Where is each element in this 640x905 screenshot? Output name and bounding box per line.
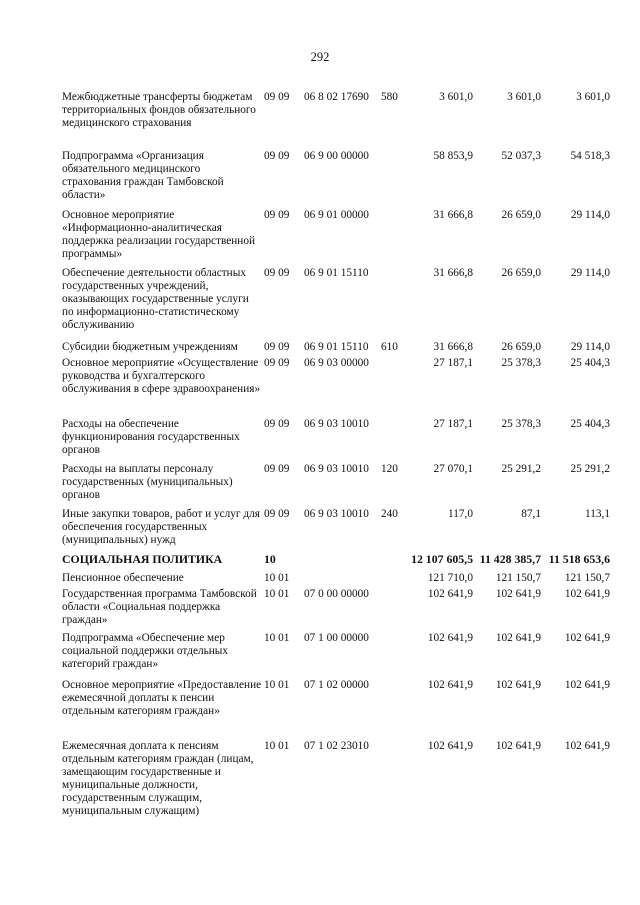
row-value-2: 87,1 (521, 508, 541, 520)
row-section-code: 09 09 (264, 357, 290, 369)
row-value-3: 11 518 653,6 (548, 552, 610, 566)
row-value-1: 27 187,1 (433, 418, 473, 430)
row-value-1: 102 641,9 (427, 679, 473, 691)
row-section-code: 10 01 (264, 572, 290, 584)
row-value-1: 27 070,1 (433, 463, 473, 475)
row-section-code: 09 09 (264, 209, 290, 221)
row-value-3: 25 404,3 (570, 418, 610, 430)
row-target-code: 07 1 00 00000 (304, 632, 369, 644)
row-value-1: 31 666,8 (433, 209, 473, 221)
row-name: Подпрограмма «Организация обязательного медицинского страхования граждан Тамбовской области» (62, 150, 224, 201)
row-value-2: 25 378,3 (501, 357, 541, 369)
row-name: Субсидии бюджетным учреждениям (62, 341, 238, 353)
row-value-1: 117,0 (448, 508, 473, 520)
row-value-3: 3 601,0 (576, 91, 610, 103)
row-value-3: 113,1 (585, 508, 610, 520)
row-name: Основное мероприятие «Осуществление руководства и бухгалтерского обслуживания в сфере здравоохранения» (62, 357, 261, 395)
row-value-1: 102 641,9 (427, 632, 473, 644)
row-section-code: 09 09 (264, 463, 290, 475)
row-value-2: 102 641,9 (495, 588, 541, 600)
row-value-2: 102 641,9 (495, 740, 541, 752)
row-name: Расходы на выплаты персоналу государственных (муниципальных) органов (62, 463, 233, 501)
row-expense-type: 240 (381, 508, 398, 520)
row-target-code: 06 9 00 00000 (304, 150, 369, 162)
row-value-2: 102 641,9 (495, 679, 541, 691)
row-value-1: 27 187,1 (433, 357, 473, 369)
row-value-2: 121 150,7 (495, 572, 541, 584)
row-section-code: 10 (264, 552, 276, 566)
row-target-code: 06 8 02 17690 (304, 91, 369, 103)
row-name: Государственная программа Тамбовской области «Социальная поддержка граждан» (62, 588, 257, 626)
row-target-code: 06 9 01 15110 (304, 341, 369, 353)
row-value-3: 29 114,0 (570, 267, 610, 279)
row-section-code: 10 01 (264, 632, 290, 644)
row-value-3: 121 150,7 (564, 572, 610, 584)
row-value-2: 25 291,2 (501, 463, 541, 475)
row-target-code: 06 9 03 00000 (304, 357, 369, 369)
row-target-code: 06 9 03 10010 (304, 508, 369, 520)
row-target-code: 07 0 00 00000 (304, 588, 369, 600)
row-name: Основное мероприятие «Информационно-аналитическая поддержка реализации государственной программы» (62, 209, 256, 260)
row-value-2: 26 659,0 (501, 209, 541, 221)
row-name: Основное мероприятие «Предоставление ежемесячной доплаты к пенсии отдельным категориям граждан» (62, 679, 262, 717)
row-value-1: 58 853,9 (433, 150, 473, 162)
row-section-code: 09 09 (264, 150, 290, 162)
row-value-2: 3 601,0 (507, 91, 541, 103)
row-target-code: 06 9 03 10010 (304, 463, 369, 475)
row-value-1: 102 641,9 (427, 588, 473, 600)
row-section-code: 09 09 (264, 418, 290, 430)
row-value-1: 31 666,8 (433, 267, 473, 279)
row-value-1: 3 601,0 (439, 91, 473, 103)
row-section-code: 09 09 (264, 91, 290, 103)
row-name: Расходы на обеспечение функционирования государственных органов (62, 418, 240, 456)
row-value-2: 26 659,0 (501, 341, 541, 353)
row-value-3: 29 114,0 (570, 341, 610, 353)
row-section-code: 09 09 (264, 508, 290, 520)
row-section-code: 10 01 (264, 588, 290, 600)
row-value-2: 52 037,3 (501, 150, 541, 162)
row-value-3: 29 114,0 (570, 209, 610, 221)
row-value-1: 121 710,0 (427, 572, 473, 584)
row-target-code: 07 1 02 23010 (304, 740, 369, 752)
row-value-1: 12 107 605,5 (411, 552, 473, 566)
row-value-3: 54 518,3 (570, 150, 610, 162)
row-value-3: 102 641,9 (564, 679, 610, 691)
row-value-3: 25 404,3 (570, 357, 610, 369)
row-value-1: 31 666,8 (433, 341, 473, 353)
row-value-3: 25 291,2 (570, 463, 610, 475)
row-target-code: 06 9 01 00000 (304, 209, 369, 221)
row-target-code: 06 9 03 10010 (304, 418, 369, 430)
row-value-3: 102 641,9 (564, 632, 610, 644)
row-expense-type: 610 (381, 341, 398, 353)
row-section-code: 10 01 (264, 679, 290, 691)
page-number: 292 (310, 50, 330, 64)
row-target-code: 07 1 02 00000 (304, 679, 369, 691)
row-section-code: 09 09 (264, 267, 290, 279)
row-name: Ежемесячная доплата к пенсиям отдельным категориям граждан (лицам, замещающим государственные и муниципальные должности, государственным служащим, муниципальным служащим) (62, 740, 254, 817)
row-name: Пенсионное обеспечение (62, 572, 184, 584)
row-name: Иные закупки товаров, работ и услуг для обеспечения государственных (муниципальных) нужд (62, 508, 260, 546)
row-name: Обеспечение деятельности областных государственных учреждений, оказывающих государственные услуги по информационно-статистическому обслуживанию (62, 267, 249, 331)
row-value-2: 11 428 385,7 (479, 552, 541, 566)
row-value-2: 26 659,0 (501, 267, 541, 279)
row-expense-type: 120 (381, 463, 398, 475)
row-value-1: 102 641,9 (427, 740, 473, 752)
row-value-3: 102 641,9 (564, 740, 610, 752)
row-section-code: 09 09 (264, 341, 290, 353)
row-section-code: 10 01 (264, 740, 290, 752)
row-name: Подпрограмма «Обеспечение мер социальной поддержки отдельных категорий граждан» (62, 632, 229, 670)
row-value-2: 25 378,3 (501, 418, 541, 430)
row-target-code: 06 9 01 15110 (304, 267, 369, 279)
row-value-2: 102 641,9 (495, 632, 541, 644)
row-name: Межбюджетные трансферты бюджетам территориальных фондов обязательного медицинского страхования (62, 91, 256, 129)
row-expense-type: 580 (381, 91, 398, 103)
row-name: СОЦИАЛЬНАЯ ПОЛИТИКА (62, 552, 223, 566)
row-value-3: 102 641,9 (564, 588, 610, 600)
